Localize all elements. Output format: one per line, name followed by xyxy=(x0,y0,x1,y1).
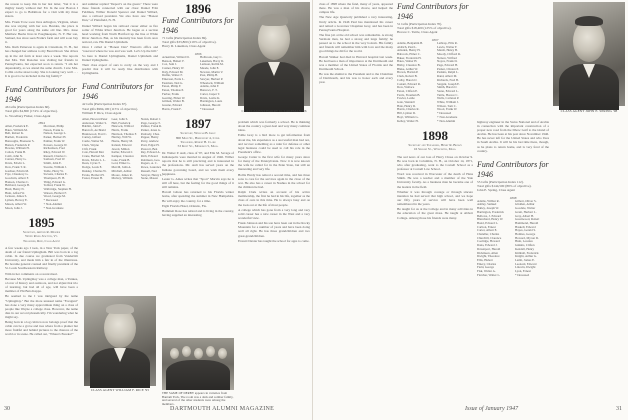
contributor-name: Coolidge, Howard xyxy=(477,239,500,244)
contributor-name: Sanborn, Fred W. xyxy=(43,157,66,162)
names-year-label: 1897 xyxy=(431,37,439,42)
contributor-name: Davenport, Harold xyxy=(477,246,501,251)
magazine-footer: DARTMOUTH ALUMNI MAGAZINE xyxy=(170,406,275,412)
contributor-name: Babbitt, John F. xyxy=(82,124,102,129)
contributor-name: Emerson, Earle L. xyxy=(162,77,185,82)
secretary-line: Secretary, Arthur R. Mosher xyxy=(22,230,61,235)
contributor-name: Robinson, Geo. xyxy=(140,157,161,162)
fund-agent: G. Woodbury Fisher, Class Agent xyxy=(5,113,51,118)
contributor-name: Peabody, Chas. xyxy=(140,131,160,136)
fund-sub: 46 Gifts (Participation Index 60). xyxy=(5,105,51,110)
right-col-3 xyxy=(477,120,549,416)
contributor-name: Baker, Frederick H. xyxy=(397,55,422,60)
contributor-name: Amsden, Henry H. xyxy=(397,48,421,53)
contributor-name: Hunt, Lorenzo xyxy=(515,239,534,244)
contributor-name: Harrington, Louis xyxy=(200,99,223,104)
contributor-name: Mason, Albert W. xyxy=(5,201,27,206)
contributor-name: Hancock, Wilfred xyxy=(111,124,134,129)
contributor-name: Jackson, James S. xyxy=(5,194,28,199)
group-photo-caption: THE SAME OF DERBY appears in varieties from Bantam York. The room was a dark and somber family, and several of the other students were among the members. xyxy=(162,391,234,406)
fund-total: Total gifts $994,100 (115% of objective). xyxy=(82,106,139,111)
contributor-name: Wells, Carleton P. xyxy=(437,96,460,101)
contributor-name: Russell, Charles C. xyxy=(43,153,68,158)
contributor-name: Frye, Chauncey G. xyxy=(5,172,29,177)
page-number-right: 31 xyxy=(616,406,622,412)
contributor-name: Smith, John E. xyxy=(43,161,62,166)
contributor-name: Sargent, Joseph E. xyxy=(437,81,460,86)
contributor-name: Dwight, Theodore xyxy=(477,254,500,259)
contributor-name: Page, George T. xyxy=(140,120,161,125)
contributor-name: Mitchell, Arthur xyxy=(111,168,132,173)
contributor-name: Thompson, H. H. xyxy=(43,175,66,180)
contributor-name: Wilson, Tom C. xyxy=(437,103,457,108)
contributor-name: Lewis, Walter F. xyxy=(437,44,458,49)
contributor-name: Merrill, John A. xyxy=(111,165,132,170)
contributor-name: Holbrook, Guy C. xyxy=(200,54,223,59)
contributor-name: Moody, Clifford R. xyxy=(437,51,461,56)
fund-heading: Fund Contributors for 1946 xyxy=(477,159,549,179)
group-photo xyxy=(162,338,234,390)
contributor-name: Harris, Frank xyxy=(111,128,129,133)
right-page xyxy=(315,0,628,420)
portrait-photo-lakeman xyxy=(238,2,310,106)
contributor-name: Ferris, Freeman B. xyxy=(397,92,421,97)
contributor-name: Fowler, Leslie xyxy=(397,96,415,101)
contributor-name: Page, Edward H. xyxy=(437,63,458,68)
contributor-name: Colby, Harold J. xyxy=(397,77,418,82)
contributor-name: Moore, James R. xyxy=(111,172,133,177)
secretary-address: 16 Seward St., Worcester, Mass. xyxy=(413,147,457,152)
left-col-4 xyxy=(238,120,310,416)
contributor-name: Noyes, Frank D. xyxy=(437,59,458,64)
contributor-name: Walbridge, Stephen H. xyxy=(43,187,72,192)
contributor-name: Marsh, Henry B. xyxy=(437,48,458,53)
contributor-name: Prescott, Ben xyxy=(140,146,158,151)
fund-heading: Fund Contributors for 1946 xyxy=(82,82,154,102)
contributor-name: Keller, Edward J. xyxy=(111,150,134,155)
contributor-name: Ray, Edward A. xyxy=(140,150,161,155)
left-page xyxy=(0,0,313,420)
names-list xyxy=(162,56,234,112)
contributor-name: Parker, Jonas G. xyxy=(140,128,161,133)
portrait-photo-rice xyxy=(84,296,156,386)
photo-caption: CLASS AGENT HARRY D. LAKEMAN '96 xyxy=(241,109,307,113)
contributor-name: Lakeman, Harry D. xyxy=(200,58,225,63)
contributor-name: Richards, Fred B. xyxy=(437,77,459,82)
contributor-name: Aldrich, Paul L. xyxy=(397,44,417,49)
right-col-2 xyxy=(397,2,473,418)
contributor-name: Fisk, Walter A. xyxy=(477,269,496,274)
contributor-name: Carney, Gilbert xyxy=(82,135,102,140)
fund-heading: Fund Contributors for 1946 xyxy=(5,85,77,105)
contributor-name: Rich, Edward xyxy=(140,153,158,158)
contributor-name: Gale, Wendell xyxy=(397,100,415,105)
right-col3-text: highway engineer in the Swiss National and of Arabia in connection with the important construction of a proper new road from the Dhow Gulf to the island of Arabia. He has been at his post since November 1946. He has never left for the United States and who lives in Saudi Arabia. It will be his last time there, though, as he plans to return home, and is very fond of the country. xyxy=(477,120,549,153)
contributor-name: Stone, Edward L. xyxy=(437,88,459,93)
contributor-name: Leonard, Edward xyxy=(515,261,537,266)
contributor-name: Post, Philip H. xyxy=(200,73,219,78)
contributor-name: Ellis, Hubert xyxy=(477,258,493,262)
contributor-name: Glidden, Arthur xyxy=(515,202,535,207)
contributor-name: Churchill, Clarence xyxy=(477,235,502,240)
names-year-label: 1894 xyxy=(38,120,45,125)
contributor-name: Blake, Arthur W. xyxy=(397,66,418,71)
contributor-name: Hale, Henry D. xyxy=(397,103,416,108)
contributor-name: Powers, George W. xyxy=(43,142,68,147)
contributor-name: Brown, Harlan P. xyxy=(397,70,419,75)
contributor-name: Harris, Charles R. xyxy=(397,107,420,112)
contributor-name: Dunsky, Charles W. xyxy=(82,168,107,173)
contributor-name: Perry, Andrew xyxy=(140,139,159,144)
contributor-name: Tuttle, Harry W. xyxy=(43,168,64,173)
contributor-name: Kelley, Walter H. xyxy=(397,118,419,123)
contributor-name: Horne, Henry M. xyxy=(111,139,133,144)
contributor-name: Hurd, Henry N. xyxy=(5,187,25,192)
contributor-name: Bailey, Joseph W. xyxy=(477,206,499,211)
fund-agent: Harry D. Lakeman, Class Agent xyxy=(162,44,206,49)
contributor-name: Carter, Jasper T. xyxy=(200,91,221,96)
contributor-name: Grant, Herbert L. xyxy=(515,209,537,214)
left-col-1 xyxy=(5,2,78,418)
contributor-name: Blanchard, Henry W. xyxy=(477,217,504,222)
contributor-name: Moon, John J. xyxy=(5,205,23,210)
contributor-name: Pepper, Henry xyxy=(140,135,159,140)
contributor-name: Hall, Frederick xyxy=(111,120,131,125)
contributor-name: Nelson, George L. xyxy=(43,131,67,136)
contributor-name: Hartley, Will W. xyxy=(111,135,132,140)
contributor-name: Eaton, Clifton E. xyxy=(397,88,418,93)
contributor-name: Bates, Walter H. xyxy=(397,59,418,64)
contributor-name: Howard, Myron D. xyxy=(515,235,539,240)
contributor-name: Cox, Sam J. xyxy=(162,62,177,67)
treasurer-line: Treasurer, Reid, Class Agent xyxy=(22,238,61,243)
contributor-name: Foster, Ernest H. xyxy=(82,176,103,181)
contributor-name: Ackerman, Willard D. xyxy=(162,54,190,59)
contributor-name: Emery, Charles xyxy=(477,261,497,266)
contributor-name: Meade, John E. xyxy=(200,65,220,70)
contributor-name: Dickinson, Allen xyxy=(477,250,498,255)
fund-sub: 71 Gifts (Participation Index 69). xyxy=(162,36,208,40)
contributor-name: Hayes, Gerald S. xyxy=(515,228,536,233)
right-col1-top-text: class of 1898 where the fund, many of years, appeared there. He was a man of his choice, and helped the campus life. The New Age Quarterly published a very interesting, lively article. In 1946 Paul has mentioned his career and retired a Governor Chapman Gray, and has been in Pennsylvania Hospital. The fine job at the old school was remarkable. A strong Vermont man, he had a strong and large family; he passed on to the school in the very bottom. His family and friends will remember him with love and the many good things he did for the world. Harold Walker had died in Harvard hospital last week. He had been a man of importance at the Dartmouth and was a member of the United States of Florida and the Dartmouth School. He was the alumni to the President and to the Chairman of Dartmouth, and his was to honor each and every year. xyxy=(319,2,393,85)
contributor-name: Rogers, A. C. xyxy=(140,161,158,166)
contributor-name: Gardner, Edwin M. xyxy=(5,168,29,173)
contributor-name: Parker, Herbert H. xyxy=(43,135,67,140)
photo-caption: CLASS AGENT WILLIAM F. RICE '95 xyxy=(90,388,150,392)
contributor-name: Lincoln, Dwight xyxy=(515,265,536,270)
contributor-name: Dana, Edward J. xyxy=(477,243,498,248)
contributor-name: Hebbard, George B. xyxy=(5,183,30,188)
contributor-name: Adams, Benjamin B. xyxy=(397,40,423,45)
contributor-name: Jewett, Milton xyxy=(111,146,130,151)
fund-heading: Fund Contributors for 1946 xyxy=(397,2,469,21)
contributor-name: Daly, Edward M. xyxy=(162,69,184,74)
contributor-name: Richardson, Fred xyxy=(43,146,65,151)
fund-total: Total gifts $18,400 (125% of objective). xyxy=(397,26,452,31)
contributor-name: Goodwin, Albert F. xyxy=(5,175,29,180)
names-list xyxy=(82,116,163,181)
contributor-name: * Non-Graduate xyxy=(43,205,64,210)
contributor-name: Dean, Cyrus T. xyxy=(82,161,101,166)
class-year-heading: 1895 xyxy=(28,215,55,231)
contributor-name: Morrison, Philip xyxy=(43,124,64,129)
contributor-name: Evans, Herbert H. xyxy=(82,172,105,177)
fund-sub: 51 Gifts (Participation Index 70). xyxy=(397,22,443,26)
right-col2-bottom-text: The sad news of our loss of Harry Chase on October 9. He was born in Columbia, N. H., on October 14, 1871, who after graduating, went to the Cornell School as a professor at Cornell Law School. Word was received in Worcester of the death of Hans Smith. He was a teacher and a member of the Yale University faculty. As a business man he became one of the leaders in the field. Whether it was through courage or through sincere intention he had served that high school, and we hope our fifty years of service will have been well remembered in the years. He taught for us at the College and in many activities in the education of the great mass. He taught at Abbott College. Among those his friends were many. xyxy=(397,154,473,220)
class-year-heading: 1898 xyxy=(422,128,448,144)
class-year-heading: 1896 xyxy=(185,1,211,16)
right-col-4 xyxy=(553,120,625,416)
class-year-heading: 1897 xyxy=(185,116,211,132)
contributor-name: Tolfred, Frank W. xyxy=(43,183,66,188)
contributor-name: Lyon, Ernest xyxy=(515,269,531,274)
left-col3-bottom-text: Dr. Walter P. Ault, class of '97, and Ella M. Savage of Indianapolis were married in August of 1946. Wilber reports that he is still practicing and is interested in the professions. Mr. Ault has served years on the Indiana governing board, and we wish them every happiness. Lester G. Ames writes that "Sport" Marvin says he is still off here, but the feeling for the good things of it still remains. Harold Gilson has returned to his Florida winter home, after spending the summer in New Hampshire. He will enjoy the country, for a time. Eight Florida Hotel, Orlando, Fla. Hammett Rose has retired and is living in the country, having supplied an interesting xyxy=(162,151,234,218)
contributor-name: Greenwood, Robert xyxy=(515,217,540,222)
contributor-name: Bancroft, Archbald xyxy=(82,128,106,133)
contributor-name: Clark, Wayne xyxy=(82,142,99,147)
photo-caption: CLASS AGENT JOHN E. SPRING '98 xyxy=(560,109,618,113)
contributor-name: Dow, Frank T. R. xyxy=(5,164,27,169)
contributor-name: Carlton, Ernest xyxy=(477,224,496,229)
contributor-name: + Non-Graduate xyxy=(437,114,458,119)
page-number-left: 30 xyxy=(4,406,10,412)
names-list xyxy=(397,42,473,123)
contributor-name: Adams, Wilbur R. xyxy=(477,198,500,203)
fund-agent: John E. Spring, Class Agent xyxy=(477,188,516,193)
contributor-name: Davis, Leslie K. xyxy=(200,95,221,100)
contributor-name: Clark, Robert B. xyxy=(397,74,418,79)
contributor-name: Harrison, Thomas F. xyxy=(111,131,137,136)
contributor-name: Stone, Mason xyxy=(140,176,158,181)
contributor-name: Allen, Howard Peter xyxy=(82,116,108,121)
contributor-name: Jenkins, Clifton xyxy=(515,243,535,248)
contributor-name: Barrington, Frederick xyxy=(477,209,504,214)
contributor-name: Sawyer, Herbert P. xyxy=(200,77,224,82)
contributor-name: Wood, Frank W. xyxy=(437,107,458,112)
secretary-address: 800 Main St., Bridgeport 4, Conn. xyxy=(175,135,221,140)
portrait-photo-spring xyxy=(553,2,625,106)
contributor-name: Bixby, Clarence B. xyxy=(397,63,421,68)
contributor-name: Perkins, Ralph L. xyxy=(437,70,459,75)
fund-total: Total gifts $144,500 (89% of objective). xyxy=(477,184,532,189)
contributor-name: * Deceased xyxy=(200,106,215,111)
contributor-name: Lord, Elmer G. xyxy=(111,161,131,166)
contributor-name: Eaton, Philip F. xyxy=(162,84,182,89)
contributor-name: Thing, Edward G. xyxy=(43,179,66,184)
contributor-name: Geering, Elmer W. xyxy=(162,95,186,100)
contributor-name: Conant, Edward R. xyxy=(397,81,421,86)
contributor-name: Rowe, Laurence xyxy=(140,165,162,170)
contributor-name: Kendall, Henry xyxy=(515,246,535,251)
left-col1-top-text: the reason to keep this in her last letter, "but it is a mighty lonely without me! Ed. In the rear Boston I expect to go to Baltimore for a visit with my three sisters. Mrs. Frank Trow soon lives Arlington, Virginia, where she was staying with her son. Besides, the place is good for years along the same old line. Mrs. Jesse Matthew Beebe lives in Poughkeepsie, N. Y. Her son, Samuel, has since seen Frank's farm and will soon buy it. Mrs. Ruth Patterson is again in Claremont, N. H., but has changed her address to my Beard Road. She drives up in the old farm at least once a week. She reports that Mrs. Tim Ronolan was visiting her friends in Pennsylvania, but expected soon to return. "I am her dependently, as we attend the same church. I saw Mrs. Collin on the street today. She is looking very well . . . It is good to be included in the big family!" xyxy=(5,2,78,78)
contributor-name: Greene, Edward xyxy=(162,102,183,107)
contributor-name: Bell, Robert K. xyxy=(5,131,24,136)
names-year-label: 1898 xyxy=(509,195,517,200)
contributor-name: Tuttle, Horace C. xyxy=(437,92,459,97)
contributor-name: Russell, Ned xyxy=(140,168,157,173)
left-col4-text: problem which was formerly a school. He is thinking about the country a great deal and very many common ideas. Eddie Gray is a bird more to get information from about me, his experience as a successful man had not, and recover something as a ruler for defense or other legal business could be used to call his role in the President's office. George Cutter is the first wife for many years since for many of the Pennsylvania. Now it is now known the wife he called for in the Penn State, but still an interesting and very life. Hollis Hardy has retired a second time, and has three sons to care for the services again in the close of the war. He also has a career in Nashua in the school for the children he had. Ralph Clark writes an account of his active membership, the first he had in his life, together as the class of ours in this time. He is always busy and on the look out at the life of most people. A college which has gone from a very long and very solid career has a nice career in the West and a very wonderful view. Frank Johnson and his son have been out in the Rocky Mountain for a number of years and have been doing well all right. He has three grandchildren and two great-grandchildren. Everett Dexter has taught the school for ages to come. xyxy=(238,120,310,243)
contributor-name: Newton, Martin V. xyxy=(200,69,224,74)
contributor-name: Kemper, Clarence xyxy=(111,153,134,158)
contributor-name: Davis, Edwin L. xyxy=(5,161,26,166)
contributor-name: Smith, Harold J. xyxy=(437,85,458,90)
left-col1-bottom-text: A few weeks ago I took, in a New York paper, of the death of our friend Uplingham. Bill was born in a log cabin. In due course we graduated from Vanderbilt University, and made him a fair in of the illustrious. He became general counsel and finally president of the St. Louis Southwestern Railway. Wim in her comments on a recent meal. Because Mr. Uplingmay was a college man, a Yankee, a lover of history and outdoors, and not abjust that trio of learning, but had all of age, will have been a member of Phi Beta Kappa. He seemed to me I was intrigued by the name "Uplingmay." But the more unusual name "Foragunt" has done a very many approximate thing on a class of people like Wayne a college class. However, the name dies in our record phonetically. I'm wondering what he might say. Being born in a log cabin is now belongs proof that the cabin can be a grove and tree where from a plainer but more fruitful and behind pictures to the chances of the world or in scene. He called out, "Where's Eureka?" xyxy=(5,245,78,337)
contributor-name: Stevens, Charles E. xyxy=(43,172,68,177)
contributor-name: Wood, George M. xyxy=(43,194,66,199)
contributor-name: Parker, Clinton P. xyxy=(437,66,459,71)
contributor-name: * Deceased xyxy=(515,272,530,277)
contributor-name: Ashley, Samuel xyxy=(477,202,497,207)
contributor-name: Carter, Albert E. xyxy=(477,228,498,233)
contributor-name: Riley, Edward W. xyxy=(43,149,66,154)
contributor-name: Burroughs, Ebenezer S. xyxy=(5,138,35,143)
contributor-name: Babcock, Elmer C. xyxy=(397,51,421,56)
contributor-name: Cuzner, Henry W. xyxy=(162,65,185,70)
contributor-name: Allen, Frederick E. xyxy=(5,124,29,129)
left-col2-top-text: and summer replied "Deport's on the green." There were three friends connected with our class: Daniel Fritz Feldman, Wilbur Donald Spencer and Daniel Willard, also a railroad president. We also have one "Honest Dan," of Plainfield, N. H. Daniel Willard began his railroad career either as fire soiler of White River Junction. He began as a section head working from North Hartford up the line at White River Junction. But, as his intensity has been from once noticed, ran. His Daniel Uplinham. Once I called at "Honest Dan" Warren's office and "reserved where he was and was well. Let's Up the hill." So here is Daniel Uplinghams, Daniel Uplinham and Daniel Uplinghams. Their class expect of ours is cordy on the way and I predict that it will be ready like distribution with Uplinghams. xyxy=(82,2,158,76)
contributor-name: + Non-Alumni xyxy=(43,201,62,206)
contributor-name: Lamson, Rollin M. xyxy=(200,62,224,67)
contributor-name: Dodge, Louis E. xyxy=(82,165,103,170)
names-list xyxy=(477,200,549,278)
contributor-name: Bartlett, Frederick xyxy=(5,135,28,140)
secretary-line: Secretary and Treasurer, Henry R. Brown xyxy=(408,143,462,148)
contributor-name: Benson, Hubert F. xyxy=(162,58,185,63)
contributor-name: Adams, John F. xyxy=(200,84,220,89)
contributor-name: Eastman, Ned G. xyxy=(162,80,184,85)
contributor-name: Fletcher, Walter L. xyxy=(477,272,501,277)
contributor-name: Chandler, Charles xyxy=(477,232,500,237)
contributor-name: Cole, Harold Mer xyxy=(82,150,104,155)
issue-footer: Issue of January 1947 xyxy=(465,406,519,412)
contributor-name: Knight, Arthur G. xyxy=(515,254,537,259)
contributor-name: * Deceased xyxy=(437,111,452,116)
contributor-name: Mulvey, William xyxy=(111,176,133,181)
contributor-name: Lamb, James E. xyxy=(515,258,535,262)
contributor-name: Anderson, Walter S. xyxy=(82,120,107,125)
contributor-name: Gray, Albert H. xyxy=(515,213,535,218)
contributor-name: Palmer, Frank W. xyxy=(43,138,66,143)
fund-total: Total gifts $4,800 (174% of objective). xyxy=(5,109,58,114)
treasurer-line: Treasurer, Robert B. Clark xyxy=(180,139,216,144)
fund-total: Total gifts $33,800 (219% of objective). xyxy=(162,40,217,45)
contributor-name: Lathrop, Ellis R. xyxy=(437,40,458,45)
contributor-name: Holmes, George xyxy=(515,232,536,237)
contributor-name: Colton, Frank B. xyxy=(5,149,26,154)
contributor-name: Johnson, Harold xyxy=(200,102,221,107)
contributor-name: Field, George xyxy=(477,265,494,270)
contributor-name: Bowles, William H. xyxy=(5,146,30,151)
contributor-name: Furber, Frank xyxy=(162,91,179,96)
contributor-name: White, William J. xyxy=(437,100,459,105)
contributor-name: Lyman, Hervey E. xyxy=(5,198,28,203)
contributor-name: Clift, Frank xyxy=(82,146,97,151)
contributor-name: Wheelock, William xyxy=(200,80,225,85)
contributor-name: Kimball, Frederick xyxy=(515,250,539,255)
fund-agent: William F. Rice, Class Agent xyxy=(82,110,122,115)
secretary-address: White River Junction, Vt. xyxy=(25,234,58,239)
contributor-name: Sawyer, Henry L. xyxy=(140,172,163,177)
treasurer-address: 53 Kent St., Morrison 5, Mass. xyxy=(177,143,219,148)
contributor-name: Haskell, Edward xyxy=(515,224,536,229)
contributor-name: Davis, Edwin L. L. xyxy=(82,157,106,162)
names-year-label: 1896 xyxy=(194,51,202,56)
contributor-name: Nelson, Wilfred xyxy=(437,55,457,60)
contributor-name: * Non-Alumni xyxy=(437,118,456,123)
contributor-name: Hanson, Charles C. xyxy=(5,179,30,184)
contributor-name: Ireland, Edward xyxy=(111,142,132,147)
contributor-name: Geer, John S. xyxy=(111,116,129,121)
secretary-line: Secretary, William B. Gray xyxy=(180,131,216,136)
contributor-name: Harris, Frank F. xyxy=(162,106,182,111)
contributor-name: Castle, Walter M. xyxy=(82,139,104,144)
contributor-name: Dow, Wallace xyxy=(397,85,415,90)
contributor-name: Eaton, Thomas P. xyxy=(162,88,184,93)
contributor-name: Hill, Lyman D. xyxy=(397,111,416,116)
contributor-name: Watson, Herbert F. xyxy=(43,190,67,195)
contributor-name: Stearns, William J. xyxy=(43,164,67,169)
contributor-name: Currier, Harry G. xyxy=(5,157,27,162)
contributor-name: Lane, Frank B. xyxy=(111,157,131,162)
contributor-name: Gilbert, Oliver S. xyxy=(515,198,537,203)
contributor-name: Hammond, Harold xyxy=(515,220,539,225)
fund-agent: Horace C. Tuttle, Class Agent xyxy=(397,30,438,35)
contributor-name: Brunswood, Fred C. xyxy=(82,131,108,136)
contributor-name: Hoyt, William G. xyxy=(397,114,419,119)
contributor-name: Bellows, J. Edward xyxy=(477,213,502,218)
contributor-name: Bond, Edward L. xyxy=(477,220,499,225)
names-list xyxy=(5,125,78,210)
contributor-name: Crane, Herbert M. xyxy=(82,153,105,158)
contributor-name: Goodale, Walter xyxy=(515,206,536,211)
fund-sub: 55 Gifts (Participation Index 112). xyxy=(477,179,524,184)
contributor-name: Nason, Frank G. xyxy=(43,127,64,132)
right-col-1 xyxy=(319,2,393,418)
contributor-name: Burton, Frederick P. xyxy=(5,142,30,147)
contributor-name: Palmer, Frank R. xyxy=(140,124,162,129)
contributor-name: Duffie, Walter F. xyxy=(162,73,183,78)
contributor-name: Rand, Albert M. xyxy=(437,74,458,79)
fund-heading: Fund Contributors for 1946 xyxy=(162,16,234,35)
contributor-name: Hunt, Alfred W. xyxy=(5,190,25,195)
fund-sub: 42 Gifts (Participation Index 67). xyxy=(82,102,128,107)
contributor-name: Bates, William M. xyxy=(5,127,28,132)
contributor-name: * Deceased xyxy=(43,198,58,203)
contributor-name: Pratt, Edgar H. xyxy=(140,142,160,147)
contributor-name: Burrows, F. T. xyxy=(200,88,218,93)
contributor-name: Gilman, Walter B. xyxy=(162,99,185,104)
contributor-name: Nolan, Robert J. xyxy=(140,116,162,121)
contributor-name: Cobb, John N. xyxy=(5,153,23,158)
